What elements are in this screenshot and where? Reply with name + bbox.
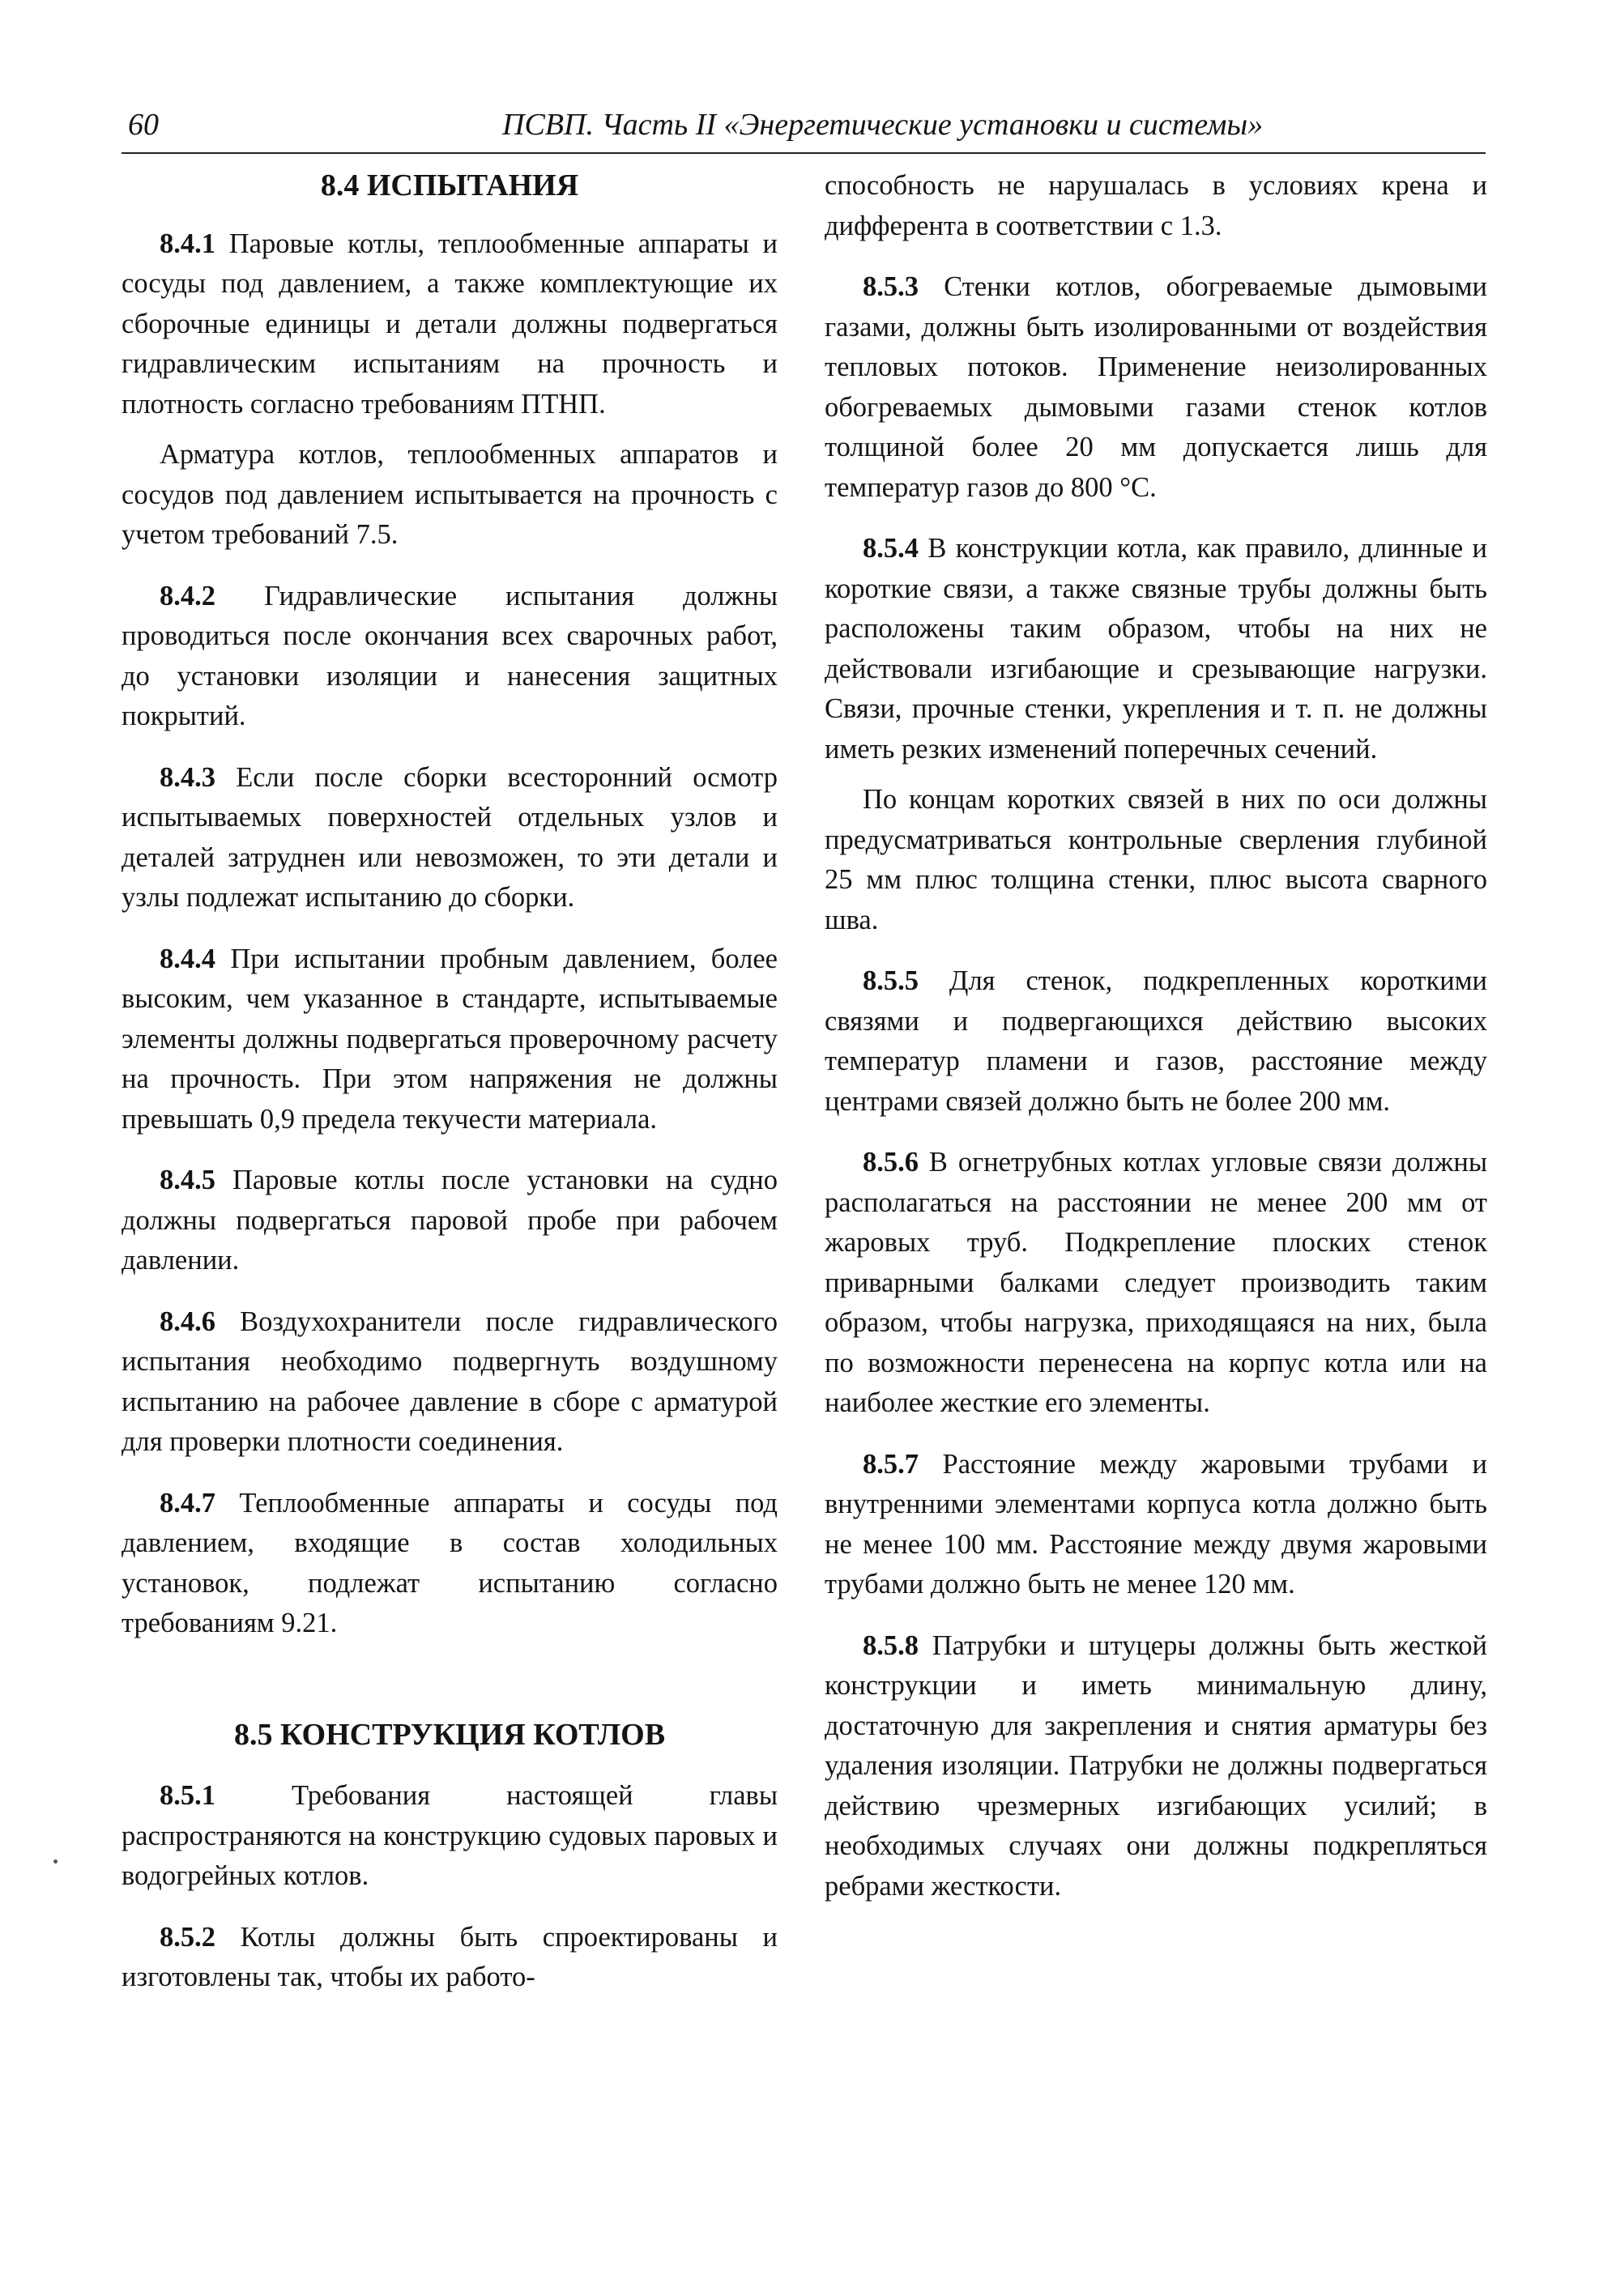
clause-text: Котлы должны быть спроектированы и изготовлены так, чтобы их работо- <box>122 1921 778 1992</box>
clause-number: 8.5.7 <box>863 1448 919 1480</box>
clause-text: Расстояние между жаровыми трубами и внутренними элементами корпуса котла должно быть не менее 100 мм. Расстояние между двумя жаровыми трубами должно быть не менее 120 мм. <box>825 1448 1487 1600</box>
paragraph-8-4-1 <box>122 224 778 425</box>
clause-number: 8.5.2 <box>160 1921 215 1953</box>
right-column <box>825 166 1487 1928</box>
clause-text: Теплообменные аппараты и сосуды под давлением, входящие в состав холодильных установок, подлежат испытанию согласно требованиям 9.21. <box>122 1487 778 1638</box>
paragraph-8-4-6 <box>122 1302 778 1463</box>
clause-text: Требования настоящей главы распространяются на конструкцию судовых паровых и водогрейных котлов. <box>122 1780 778 1891</box>
left-column <box>122 166 778 2019</box>
clause-text: Если после сборки всесторонний осмотр испытываемых поверхностей отдельных узлов и деталей затруднен или невозможен, то эти детали и узлы подлежат испытанию до сборки. <box>122 761 778 913</box>
scan-speck <box>53 1859 58 1864</box>
clause-text: Воздухохранители после гидравлического испытания необходимо подвергнуть воздушному испытанию на рабочее давление в сборе с арматурой для проверки плотности соединения. <box>122 1306 778 1457</box>
clause-number: 8.4.5 <box>160 1165 215 1195</box>
clause-number: 8.5.5 <box>863 965 919 996</box>
paragraph-8-5-2-continued: способность не нарушалась в условиях крена и дифферента в соответствии с 1.3. <box>825 170 1487 241</box>
paragraph-8-4-5 <box>122 1161 778 1281</box>
section-heading-8-4: 8.4 ИСПЫТАНИЯ <box>320 168 579 202</box>
clause-number: 8.4.4 <box>160 943 215 974</box>
paragraph-8-4-1-b: Арматура котлов, теплообменных аппаратов и сосудов под давлением испытывается на прочность с учетом требований 7.5. <box>122 439 778 550</box>
clause-number: 8.4.3 <box>160 761 215 793</box>
running-header <box>122 104 1486 154</box>
paragraph-8-5-3 <box>825 267 1487 508</box>
clause-number: 8.5.4 <box>863 533 919 564</box>
clause-text: При испытании пробным давлением, более высоким, чем указанное в стандарте, испытываемые элементы должны подвергаться проверочному расчету на прочность. При этом напряжения не должны превышать 0,9 предела текучести материала. <box>122 943 778 1135</box>
paragraph-8-4-2 <box>122 577 778 737</box>
section-gap <box>122 1665 778 1715</box>
clause-number: 8.4.6 <box>160 1306 215 1337</box>
paragraph-8-4-7 <box>122 1484 778 1644</box>
clause-number: 8.5.1 <box>160 1780 215 1811</box>
clause-number: 8.5.3 <box>863 271 919 302</box>
paragraph-8-4-3 <box>122 758 778 918</box>
running-title: ПСВП. Часть II «Энергетические установки и системы» <box>502 108 1264 142</box>
clause-text: Стенки котлов, обогреваемые дымовыми газами, должны быть изолированными от воздействия тепловых потоков. Применение неизолированных обогреваемых дымовыми газами стенок котлов толщиной более 20 мм допускается лишь для температур газов до 800 °С. <box>825 271 1487 503</box>
paragraph-8-5-5 <box>825 961 1487 1122</box>
paragraph-8-5-4 <box>825 529 1487 769</box>
clause-number: 8.5.8 <box>863 1629 919 1661</box>
clause-text: Гидравлические испытания должны проводиться после окончания всех сварочных работ, до установки изоляции и нанесения защитных покрытий. <box>122 580 778 731</box>
clause-text: Паровые котлы после установки на судно должны подвергаться паровой пробе при рабочем давлении. <box>122 1165 778 1276</box>
clause-text: В конструкции котла, как правило, длинные и короткие связи, а также связные трубы должны быть расположены таким образом, чтобы на них не действовали изгибающие и срезывающие нагрузки. Связи, прочные стенки, укрепления и т. п. не должны иметь резких изменений поперечных сечений. <box>825 533 1487 765</box>
paragraph-8-5-1 <box>122 1776 778 1897</box>
paragraph-8-5-6 <box>825 1143 1487 1424</box>
clause-number: 8.5.6 <box>863 1147 919 1178</box>
clause-text: Патрубки и штуцеры должны быть жесткой конструкции и иметь минимальную длину, достаточную для закрепления и снятия арматуры без удаления изоляции. Патрубки не должны подвергаться действию чрезмерных изгибающих усилий; в необходимых случаях они должны подкрепляться ребрами жесткости. <box>825 1629 1487 1902</box>
paragraph-8-5-4-b: По концам коротких связей в них по оси должны предусматриваться контрольные сверления глубиной 25 мм плюс толщина стенки, плюс высота сварного шва. <box>825 784 1487 935</box>
clause-text: Паровые котлы, теплообменные аппараты и сосуды под давлением, а также комплектующие их сборочные единицы и детали должны подвергаться гидравлическим испытаниям на прочность и плотность согласно требованиям ПТНП. <box>122 228 778 420</box>
paragraph-8-5-8 <box>825 1626 1487 1907</box>
paragraph-8-4-4 <box>122 939 778 1140</box>
paragraph-8-5-2 <box>122 1918 778 1998</box>
section-heading-8-5: 8.5 КОНСТРУКЦИЯ КОТЛОВ <box>233 1717 666 1752</box>
clause-text: В огнетрубных котлах угловые связи должны располагаться на расстоянии не менее 200 мм от жаровых труб. Подкрепление плоских стенок приварными балками следует производить таким образом, чтобы нагрузка, приходящаяся на них, была по возможности перенесена на корпус котла или на наиболее жесткие его элементы. <box>825 1147 1487 1418</box>
page-number: 60 <box>128 108 159 142</box>
clause-number: 8.4.1 <box>160 228 215 259</box>
clause-text: Для стенок, подкрепленных короткими связями и подвергающихся действию высоких температур пламени и газов, расстояние между центрами связей должно быть не более 200 мм. <box>825 965 1487 1117</box>
paragraph-8-5-7 <box>825 1445 1487 1605</box>
clause-number: 8.4.2 <box>160 580 215 611</box>
clause-number: 8.4.7 <box>160 1487 215 1519</box>
